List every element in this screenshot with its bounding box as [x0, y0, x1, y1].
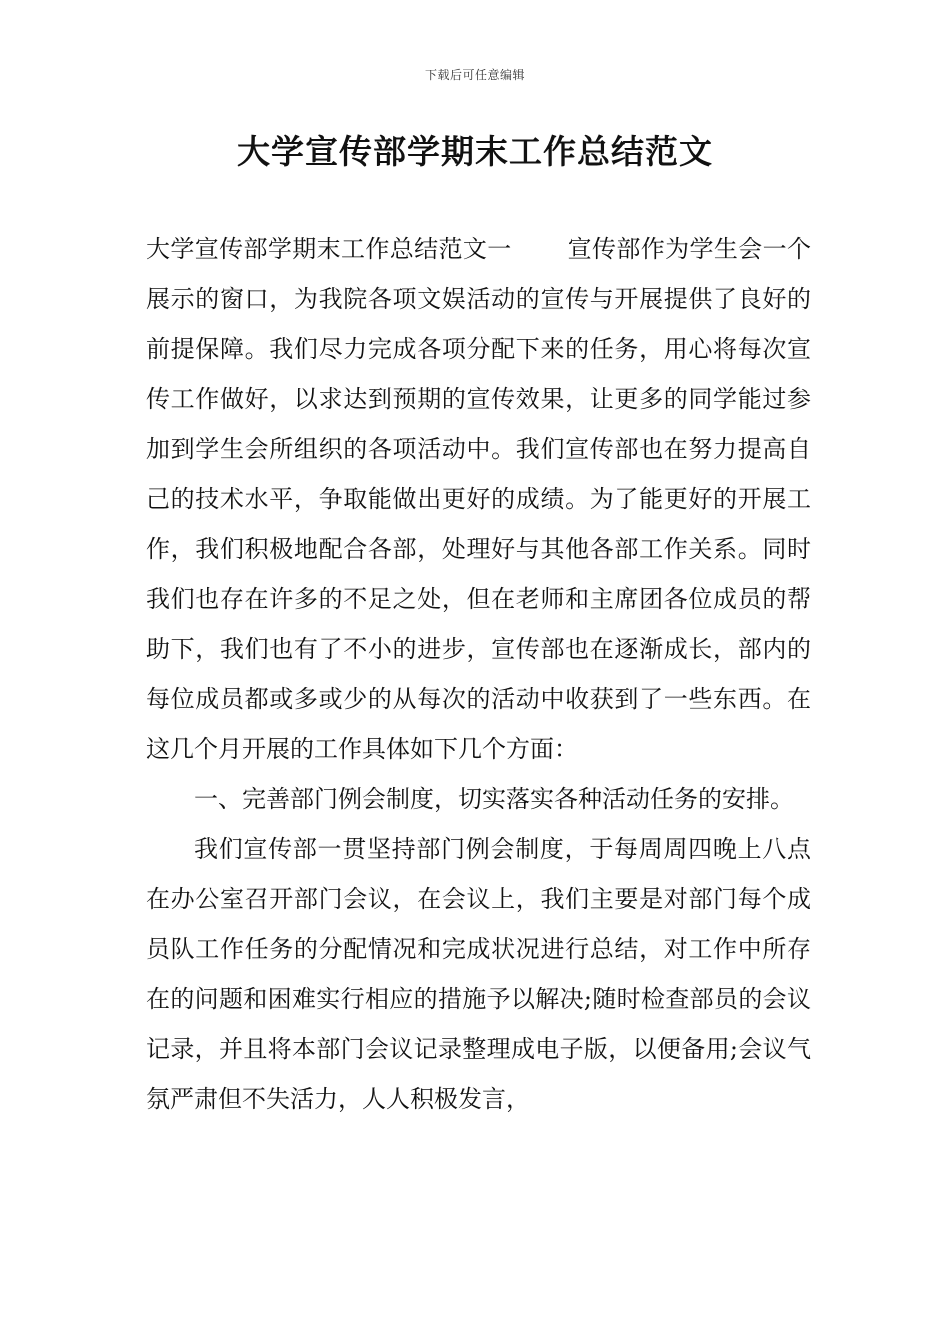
- document-body: [146, 224, 811, 1124]
- section-heading-1: 一、完善部门例会制度，切实落实各种活动任务的安排。: [194, 785, 794, 813]
- document-title: 大学宣传部学期末工作总结范文: [237, 132, 713, 171]
- intro-text: 宣传部作为学生会一个展示的窗口，为我院各项文娱活动的宣传与开展提供了良好的前提保障。我们尽力完成各项分配下来的任务，用心将每次宣传工作做好，以求达到预期的宣传效果，让更多的同学能过参加到学生会所组织的各项活动中。我们宣传部也在努力提高自己的技术水平，争取能做出更好的成绩。为了能更好的开展工作，我们积极地配合各部，处理好与其他各部工作关系。同时我们也存在许多的不足之处，但在老师和主席团各位成员的帮助下，我们也有了不小的进步，宣传部也在逐渐成长，部内的每位成员都或多或少的从每次的活动中收获到了一些东西。在这几个月开展的工作具体如下几个方面：: [146, 235, 811, 763]
- intro-lead-title: 大学宣传部学期末工作总结范文一: [146, 235, 512, 263]
- section-paragraph-1: 我们宣传部一贯坚持部门例会制度，于每周周四晚上八点在办公室召开部门会议，在会议上，我们主要是对部门每个成员队工作任务的分配情况和完成状况进行总结，对工作中所存在的问题和困难实行相应的措施予以解决;随时检查部员的会议记录，并且将本部门会议记录整理成电子版，以便备用;会议气氛严肃但不失活力，人人积极发言，: [146, 835, 811, 1113]
- header-note: 下载后可任意编辑: [424, 68, 525, 82]
- intro-paragraph: [146, 224, 811, 774]
